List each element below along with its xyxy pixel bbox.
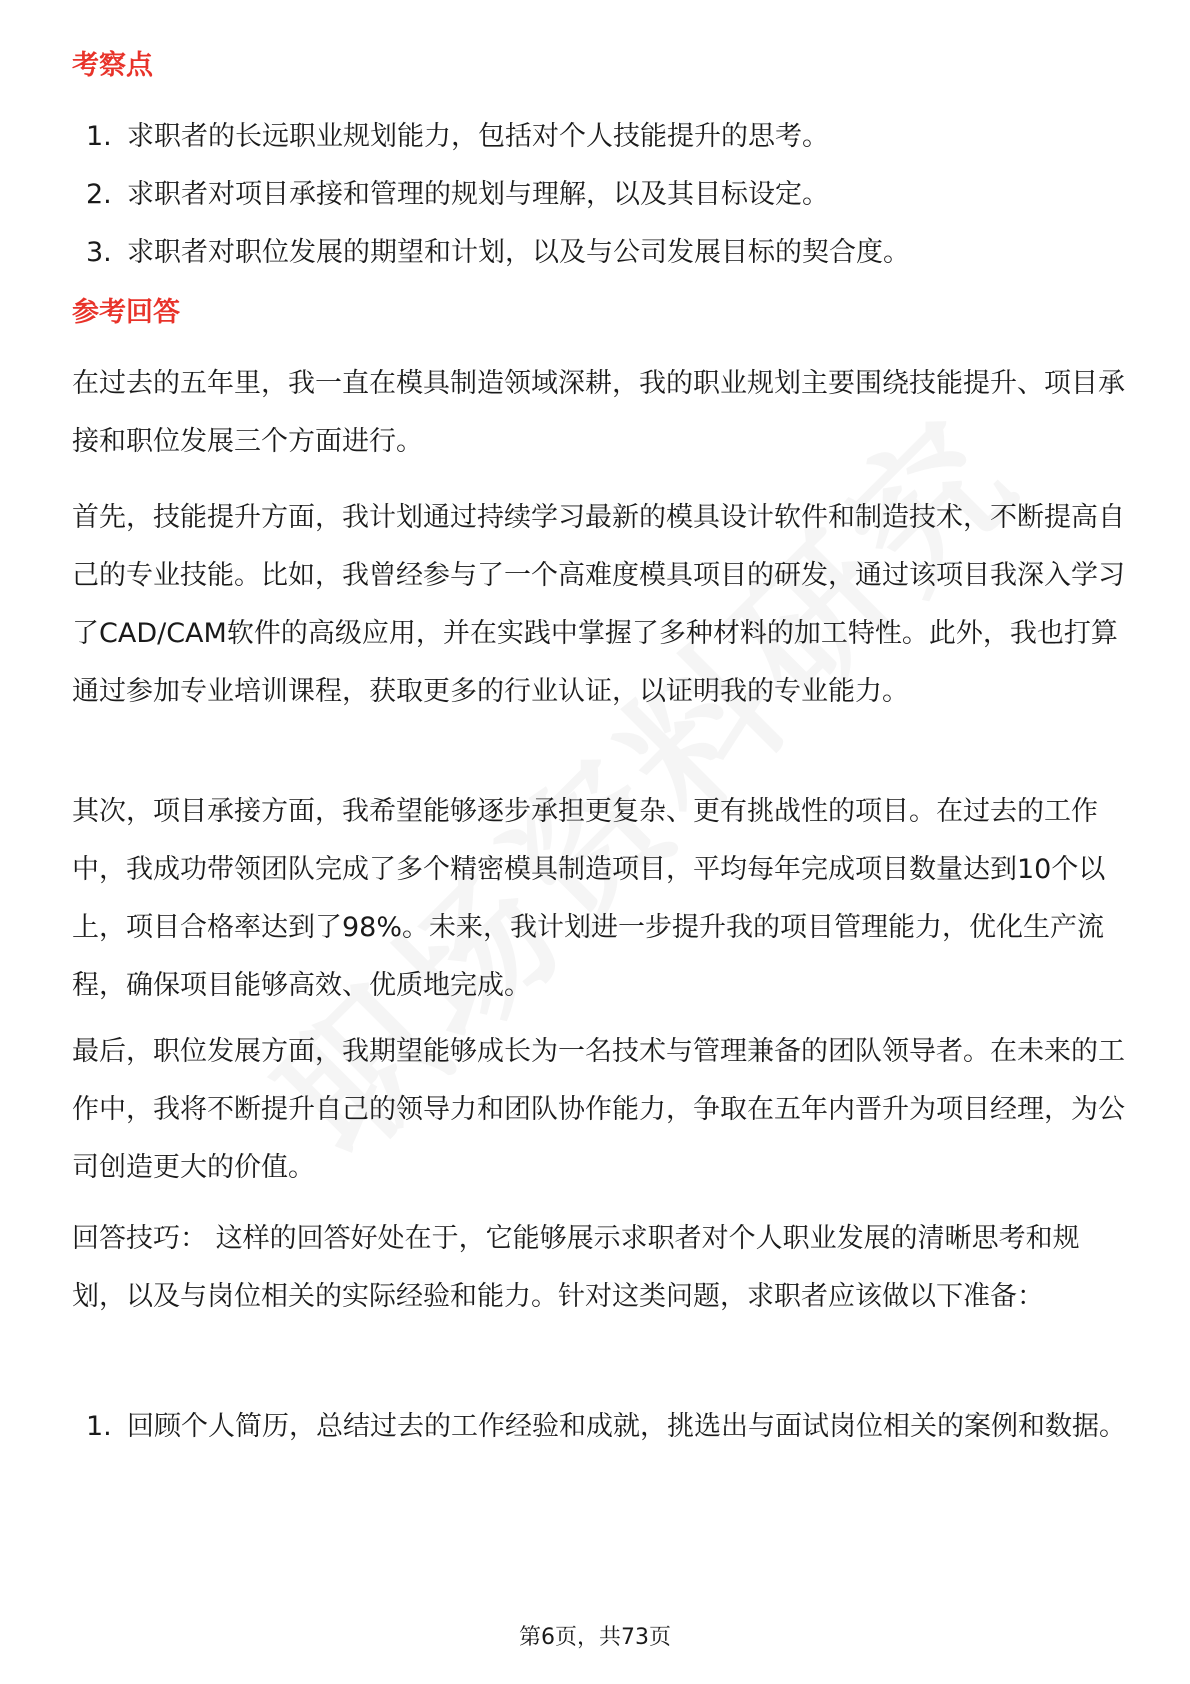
list-item	[72, 224, 1132, 282]
list-number: 3.	[86, 237, 112, 268]
answer-paragraph-skills: 首先，技能提升方面，我计划通过持续学习最新的模具设计软件和制造技术，不断提高自己的专业技能。比如，我曾经参与了一个高难度模具项目的研发，通过该项目我深入学习了CAD/CAM软件的高级应用，并在实践中掌握了多种材料的加工特性。此外，我也打算通过参加专业培训课程，获取更多的行业认证，以证明我的专业能力。	[72, 502, 1125, 707]
list-number: 2.	[86, 179, 112, 210]
answer-tips-paragraph: 回答技巧： 这样的回答好处在于，它能够展示求职者对个人职业发展的清晰思考和规划，以及与岗位相关的实际经验和能力。针对这类问题，求职者应该做以下准备：	[72, 1223, 1080, 1312]
list-number: 1.	[86, 121, 112, 152]
key-points-list	[72, 108, 1132, 282]
list-item-text: 回顾个人简历，总结过去的工作经验和成就，挑选出与面试岗位相关的案例和数据。	[127, 1411, 1126, 1442]
preparation-list	[72, 1398, 1132, 1456]
list-item-text: 求职者对项目承接和管理的规划与理解，以及其目标设定。	[127, 179, 829, 210]
list-item	[72, 166, 1132, 224]
section-heading-key-points: 考察点	[72, 50, 153, 81]
page-number-footer: 第6页，共73页	[519, 1625, 671, 1650]
answer-paragraph-career: 最后，职位发展方面，我期望能够成长为一名技术与管理兼备的团队领导者。在未来的工作中，我将不断提升自己的领导力和团队协作能力，争取在五年内晋升为项目经理，为公司创造更大的价值。	[72, 1036, 1125, 1183]
list-number: 1.	[86, 1411, 112, 1442]
section-heading-reference-answer: 参考回答	[72, 297, 180, 328]
list-item-text: 求职者的长远职业规划能力，包括对个人技能提升的思考。	[127, 121, 829, 152]
answer-paragraph-projects: 其次，项目承接方面，我希望能够逐步承担更复杂、更有挑战性的项目。在过去的工作中，我成功带领团队完成了多个精密模具制造项目，平均每年完成项目数量达到10个以上，项目合格率达到了98%。未来，我计划进一步提升我的项目管理能力，优化生产流程，确保项目能够高效、优质地完成。	[72, 796, 1106, 1001]
list-item	[72, 108, 1132, 166]
answer-paragraph-intro: 在过去的五年里，我一直在模具制造领域深耕，我的职业规划主要围绕技能提升、项目承接和职位发展三个方面进行。	[72, 368, 1125, 457]
list-item-text: 求职者对职位发展的期望和计划，以及与公司发展目标的契合度。	[127, 237, 910, 268]
list-item	[72, 1398, 1132, 1456]
